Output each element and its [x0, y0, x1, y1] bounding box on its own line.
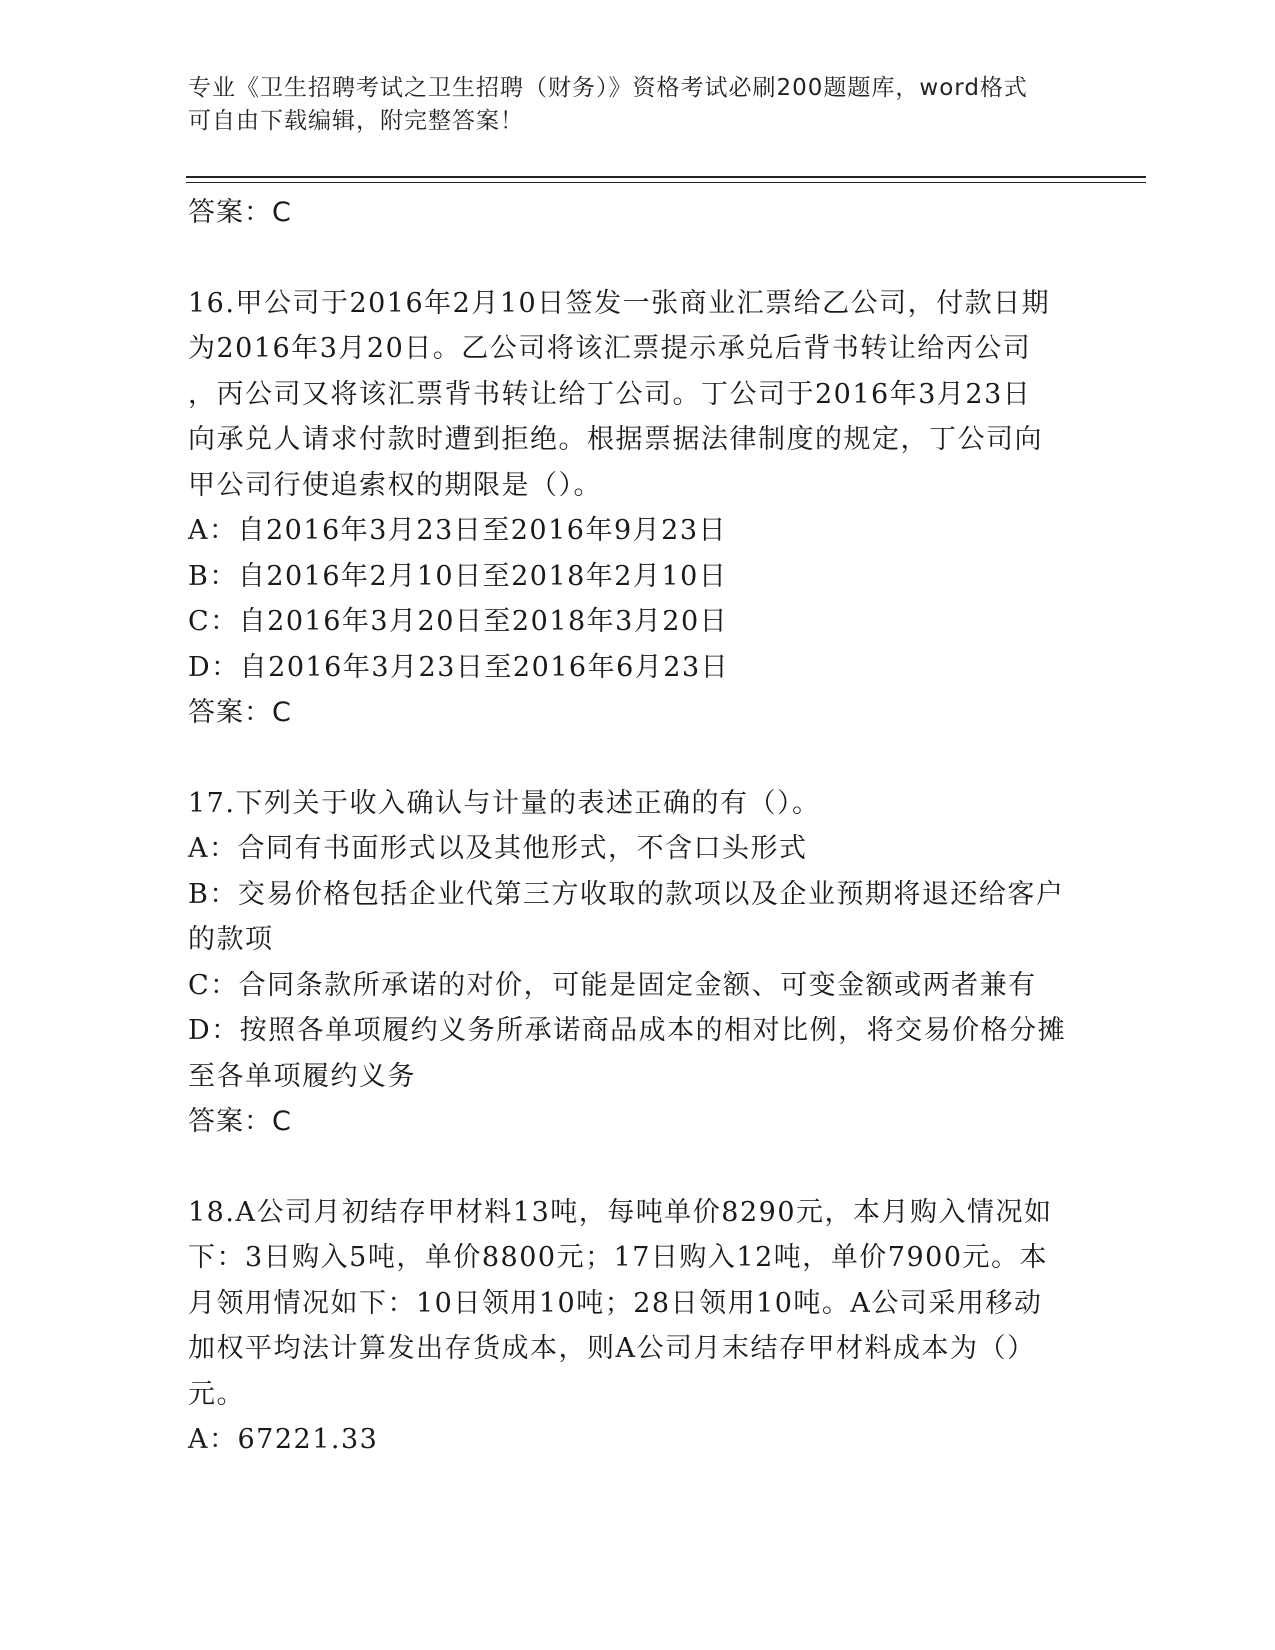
question-16-option-b: B：自2016年2月10日至2018年2月10日	[188, 560, 728, 592]
header-rule-thick	[186, 176, 1146, 178]
spacer	[188, 736, 1068, 781]
question-18	[188, 1190, 1068, 1463]
question-17	[188, 781, 1068, 1145]
question-16-option-d: D：自2016年3月23日至2016年6月23日	[188, 651, 730, 683]
question-16-line: ，丙公司又将该汇票背书转让给丁公司。丁公司于2016年3月23日	[188, 378, 1032, 410]
question-17-option-b-cont: 的款项	[188, 924, 274, 955]
question-16-answer: 答案：C	[188, 697, 292, 728]
document-body	[188, 190, 1068, 1463]
question-18-line: 月领用情况如下：10日领用10吨；28日领用10吨。A公司采用移动	[188, 1287, 1043, 1319]
question-18-option-a: A：67221.33	[188, 1424, 379, 1455]
question-17-option-a: A：合同有书面形式以及其他形式，不含口头形式	[188, 833, 808, 864]
question-16-option-c: C：自2016年3月20日至2018年3月20日	[188, 606, 729, 637]
question-16-line: 16.甲公司于2016年2月10日签发一张商业汇票给乙公司，付款日期	[188, 287, 1051, 319]
question-17-option-b: B：交易价格包括企业代第三方收取的款项以及企业预期将退还给客户	[188, 878, 1065, 910]
question-18-line: 加权平均法计算发出存货成本，则A公司月末结存甲材料成本为（）	[188, 1333, 1036, 1364]
spacer	[188, 1145, 1068, 1190]
previous-answer: 答案：C	[188, 197, 292, 228]
question-16-line: 甲公司行使追索权的期限是（）。	[188, 469, 602, 501]
spacer	[188, 236, 1068, 281]
document-header	[188, 72, 1068, 138]
question-16	[188, 281, 1068, 736]
question-17-answer: 答案：C	[188, 1106, 292, 1137]
question-17-option-d: D：按照各单项履约义务所承诺商品成本的相对比例，将交易价格分摊	[188, 1015, 1067, 1046]
question-16-line: 向承兑人请求付款时遭到拒绝。根据票据法律制度的规定，丁公司向	[188, 424, 1043, 455]
header-line-2: 可自由下载编辑，附完整答案！	[188, 108, 524, 134]
question-16-line: 为2016年3月20日。乙公司将该汇票提示承兑后背书转让给丙公司	[188, 333, 1032, 364]
header-rule-thin	[186, 182, 1146, 183]
question-16-option-a: A：自2016年3月23日至2016年9月23日	[188, 515, 727, 546]
question-17-option-c: C：合同条款所承诺的对价，可能是固定金额、可变金额或两者兼有	[188, 969, 1037, 1001]
question-18-line: 下：3日购入5吨，单价8800元；17日购入12吨，单价7900元。本	[188, 1242, 1048, 1273]
question-18-line: 元。	[188, 1378, 245, 1410]
question-18-line: 18.A公司月初结存甲材料13吨，每吨单价8290元，本月购入情况如	[188, 1196, 1053, 1228]
question-17-stem: 17.下列关于收入确认与计量的表述正确的有（）。	[188, 787, 821, 819]
header-line-1: 专业《卫生招聘考试之卫生招聘（财务）》资格考试必刷200题题库，word格式	[188, 75, 1028, 101]
question-17-option-d-cont: 至各单项履约义务	[188, 1060, 416, 1092]
